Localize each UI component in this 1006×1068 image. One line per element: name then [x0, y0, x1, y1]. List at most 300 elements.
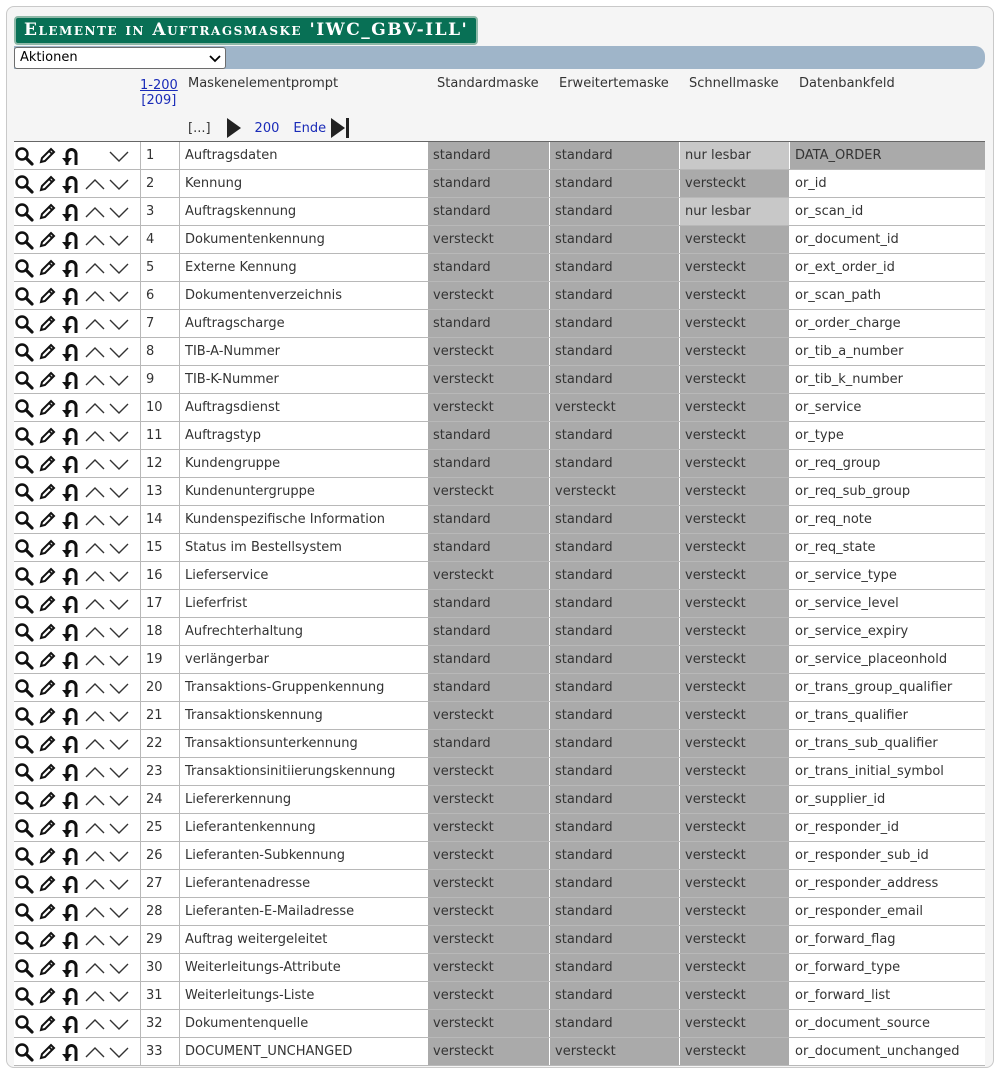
undo-icon[interactable]: [60, 481, 80, 503]
row-number: 13: [140, 478, 179, 505]
row-extended: standard: [549, 226, 679, 253]
row-dbfield: or_forward_flag: [789, 926, 985, 953]
table-row: [14, 786, 985, 814]
undo-icon[interactable]: [60, 817, 80, 839]
undo-icon[interactable]: [60, 621, 80, 643]
arrow-down-icon[interactable]: [107, 453, 131, 475]
row-prompt: Auftrag weitergeleitet: [179, 926, 427, 953]
search-icon[interactable]: [14, 621, 34, 643]
pencil-icon[interactable]: [37, 649, 57, 671]
header-dbfield: Datenbankfeld: [799, 76, 895, 91]
row-quick: versteckt: [679, 954, 789, 981]
row-actions: [14, 562, 140, 589]
arrow-down-icon[interactable]: [107, 1041, 131, 1063]
search-icon[interactable]: [14, 733, 34, 755]
row-actions: [14, 590, 140, 617]
search-icon[interactable]: [14, 677, 34, 699]
arrow-up-icon[interactable]: [83, 565, 107, 587]
search-icon[interactable]: [14, 873, 34, 895]
row-prompt: verlängerbar: [179, 646, 427, 673]
arrow-down-icon[interactable]: [107, 201, 131, 223]
row-actions: [14, 422, 140, 449]
pencil-icon[interactable]: [37, 425, 57, 447]
pencil-icon[interactable]: [37, 145, 57, 167]
arrow-down-icon[interactable]: [107, 425, 131, 447]
pencil-icon[interactable]: [37, 1013, 57, 1035]
table-row: [14, 954, 985, 982]
search-icon[interactable]: [14, 257, 34, 279]
arrow-up-icon[interactable]: [83, 873, 107, 895]
undo-icon[interactable]: [60, 705, 80, 727]
row-quick: versteckt: [679, 1010, 789, 1037]
row-standard: standard: [427, 534, 549, 561]
arrow-up-icon[interactable]: [83, 901, 107, 923]
row-actions: [14, 394, 140, 421]
row-prompt: Weiterleitungs-Liste: [179, 982, 427, 1009]
table-row: [14, 898, 985, 926]
row-number: 15: [140, 534, 179, 561]
row-dbfield: or_order_charge: [789, 310, 985, 337]
arrow-down-icon[interactable]: [107, 481, 131, 503]
table-row: [14, 982, 985, 1010]
row-quick: versteckt: [679, 982, 789, 1009]
arrow-up-icon[interactable]: [83, 173, 107, 195]
page-title: Elemente in Auftragsmaske 'IWC_GBV-ILL': [14, 16, 478, 45]
row-number: 8: [140, 338, 179, 365]
arrow-up-icon[interactable]: [83, 817, 107, 839]
pencil-icon[interactable]: [37, 677, 57, 699]
arrow-down-icon[interactable]: [107, 733, 131, 755]
row-quick: versteckt: [679, 926, 789, 953]
row-number: 29: [140, 926, 179, 953]
undo-icon[interactable]: [60, 593, 80, 615]
row-extended: standard: [549, 198, 679, 225]
undo-icon[interactable]: [60, 901, 80, 923]
row-number: 10: [140, 394, 179, 421]
pager-page-link[interactable]: 200: [254, 120, 280, 136]
row-quick: versteckt: [679, 170, 789, 197]
arrow-up-icon[interactable]: [83, 621, 107, 643]
arrow-up-icon[interactable]: [83, 397, 107, 419]
search-icon[interactable]: [14, 985, 34, 1007]
row-prompt: Kundenuntergruppe: [179, 478, 427, 505]
arrow-up-icon[interactable]: [83, 789, 107, 811]
row-dbfield: or_supplier_id: [789, 786, 985, 813]
row-standard: versteckt: [427, 786, 549, 813]
row-actions: [14, 842, 140, 869]
search-icon[interactable]: [14, 761, 34, 783]
arrow-up-icon[interactable]: [83, 705, 107, 727]
arrow-down-icon[interactable]: [107, 817, 131, 839]
row-actions: [14, 926, 140, 953]
row-dbfield: or_req_group: [789, 450, 985, 477]
pencil-icon[interactable]: [37, 705, 57, 727]
row-actions: [14, 646, 140, 673]
arrow-up-icon[interactable]: [83, 1013, 107, 1035]
row-prompt: Lieferantenkennung: [179, 814, 427, 841]
arrow-down-icon[interactable]: [107, 285, 131, 307]
arrow-down-icon[interactable]: [107, 957, 131, 979]
arrow-up-icon[interactable]: [83, 257, 107, 279]
undo-icon[interactable]: [60, 313, 80, 335]
row-dbfield: or_forward_type: [789, 954, 985, 981]
row-prompt: DOCUMENT_UNCHANGED: [179, 1038, 427, 1065]
row-quick: versteckt: [679, 506, 789, 533]
undo-icon[interactable]: [60, 985, 80, 1007]
elements-table: [14, 141, 985, 1066]
actions-select[interactable]: [14, 47, 226, 69]
arrow-down-icon[interactable]: [107, 173, 131, 195]
row-extended: standard: [549, 618, 679, 645]
pencil-icon[interactable]: [37, 761, 57, 783]
table-row: [14, 338, 985, 366]
row-standard: versteckt: [427, 478, 549, 505]
undo-icon[interactable]: [60, 565, 80, 587]
play-icon[interactable]: [227, 118, 241, 138]
pencil-icon[interactable]: [37, 313, 57, 335]
arrow-down-icon[interactable]: [107, 761, 131, 783]
pencil-icon[interactable]: [37, 957, 57, 979]
undo-icon[interactable]: [60, 761, 80, 783]
table-row: [14, 310, 985, 338]
row-actions: [14, 1038, 140, 1065]
arrow-down-icon[interactable]: [107, 593, 131, 615]
row-dbfield: or_document_unchanged: [789, 1038, 985, 1065]
undo-icon[interactable]: [60, 1013, 80, 1035]
row-actions: [14, 702, 140, 729]
search-icon[interactable]: [14, 537, 34, 559]
search-icon[interactable]: [14, 145, 34, 167]
row-extended: standard: [549, 590, 679, 617]
range-link[interactable]: 1-200: [140, 78, 178, 93]
row-number: 6: [140, 282, 179, 309]
table-row: [14, 450, 985, 478]
pencil-icon[interactable]: [37, 929, 57, 951]
row-prompt: Dokumentenquelle: [179, 1010, 427, 1037]
row-standard: standard: [427, 450, 549, 477]
row-actions: [14, 142, 140, 169]
arrow-up-icon[interactable]: [83, 369, 107, 391]
pencil-icon[interactable]: [37, 1041, 57, 1063]
row-quick: versteckt: [679, 898, 789, 925]
pager-ellipsis[interactable]: [...]: [188, 120, 211, 136]
pencil-icon[interactable]: [37, 481, 57, 503]
arrow-up-icon[interactable]: [83, 509, 107, 531]
row-quick: versteckt: [679, 282, 789, 309]
arrow-down-icon[interactable]: [107, 1013, 131, 1035]
arrow-down-icon[interactable]: [107, 789, 131, 811]
arrow-down-icon[interactable]: [107, 565, 131, 587]
skip-end-icon[interactable]: [331, 118, 349, 138]
search-icon[interactable]: [14, 957, 34, 979]
arrow-up-icon[interactable]: [83, 229, 107, 251]
row-extended: standard: [549, 450, 679, 477]
arrow-down-icon[interactable]: [107, 985, 131, 1007]
arrow-up-icon[interactable]: [83, 201, 107, 223]
row-extended: standard: [549, 142, 679, 169]
search-icon[interactable]: [14, 425, 34, 447]
row-quick: versteckt: [679, 254, 789, 281]
arrow-up-icon[interactable]: [83, 285, 107, 307]
row-standard: standard: [427, 618, 549, 645]
row-quick: versteckt: [679, 870, 789, 897]
arrow-up-icon[interactable]: [83, 425, 107, 447]
table-row: [14, 926, 985, 954]
arrow-down-icon[interactable]: [107, 341, 131, 363]
search-icon[interactable]: [14, 1013, 34, 1035]
row-standard: standard: [427, 254, 549, 281]
row-extended: standard: [549, 310, 679, 337]
undo-icon[interactable]: [60, 509, 80, 531]
row-quick: versteckt: [679, 534, 789, 561]
pencil-icon[interactable]: [37, 369, 57, 391]
pencil-icon[interactable]: [37, 817, 57, 839]
pencil-icon[interactable]: [37, 985, 57, 1007]
row-prompt: Transaktionsunterkennung: [179, 730, 427, 757]
undo-icon[interactable]: [60, 649, 80, 671]
undo-icon[interactable]: [60, 929, 80, 951]
row-quick: versteckt: [679, 758, 789, 785]
search-icon[interactable]: [14, 649, 34, 671]
search-icon[interactable]: [14, 705, 34, 727]
total-count: [209]: [141, 93, 177, 108]
row-prompt: Kennung: [179, 170, 427, 197]
pager-end-link[interactable]: Ende: [293, 120, 327, 136]
row-number: 4: [140, 226, 179, 253]
row-quick: versteckt: [679, 702, 789, 729]
row-number: 14: [140, 506, 179, 533]
undo-icon[interactable]: [60, 285, 80, 307]
arrow-down-icon[interactable]: [107, 229, 131, 251]
actions-select-value: Aktionen: [20, 50, 78, 65]
row-actions: [14, 170, 140, 197]
search-icon[interactable]: [14, 313, 34, 335]
header-quick: Schnellmaske: [689, 76, 779, 91]
row-quick: versteckt: [679, 646, 789, 673]
search-icon[interactable]: [14, 789, 34, 811]
pencil-icon[interactable]: [37, 901, 57, 923]
arrow-down-icon[interactable]: [107, 873, 131, 895]
arrow-up-icon[interactable]: [83, 677, 107, 699]
pencil-icon[interactable]: [37, 509, 57, 531]
row-extended: versteckt: [549, 478, 679, 505]
row-extended: standard: [549, 1010, 679, 1037]
row-extended: standard: [549, 898, 679, 925]
table-row: [14, 590, 985, 618]
undo-icon[interactable]: [60, 1041, 80, 1063]
arrow-up-icon[interactable]: [83, 957, 107, 979]
row-prompt: Kundengruppe: [179, 450, 427, 477]
pencil-icon[interactable]: [37, 789, 57, 811]
arrow-up-icon[interactable]: [83, 341, 107, 363]
search-icon[interactable]: [14, 481, 34, 503]
row-quick: nur lesbar: [679, 198, 789, 225]
row-actions: [14, 898, 140, 925]
undo-icon[interactable]: [60, 677, 80, 699]
row-quick: versteckt: [679, 450, 789, 477]
search-icon[interactable]: [14, 901, 34, 923]
arrow-down-icon[interactable]: [107, 537, 131, 559]
row-extended: standard: [549, 702, 679, 729]
row-actions: [14, 506, 140, 533]
undo-icon[interactable]: [60, 537, 80, 559]
search-icon[interactable]: [14, 929, 34, 951]
row-dbfield: or_ext_order_id: [789, 254, 985, 281]
row-prompt: Aufrechterhaltung: [179, 618, 427, 645]
table-row: [14, 1038, 985, 1066]
table-row: [14, 254, 985, 282]
table-row: [14, 814, 985, 842]
row-number: 12: [140, 450, 179, 477]
undo-icon[interactable]: [60, 229, 80, 251]
row-dbfield: or_tib_k_number: [789, 366, 985, 393]
arrow-down-icon[interactable]: [107, 677, 131, 699]
row-number: 19: [140, 646, 179, 673]
row-extended: standard: [549, 926, 679, 953]
row-actions: [14, 366, 140, 393]
row-standard: versteckt: [427, 702, 549, 729]
pencil-icon[interactable]: [37, 173, 57, 195]
arrow-up-icon[interactable]: [83, 733, 107, 755]
arrow-up-icon[interactable]: [83, 649, 107, 671]
row-number: 33: [140, 1038, 179, 1065]
search-icon[interactable]: [14, 845, 34, 867]
row-dbfield: or_service_type: [789, 562, 985, 589]
undo-icon[interactable]: [60, 369, 80, 391]
arrow-down-icon[interactable]: [107, 369, 131, 391]
row-standard: versteckt: [427, 814, 549, 841]
pencil-icon[interactable]: [37, 845, 57, 867]
pencil-icon[interactable]: [37, 201, 57, 223]
arrow-up-icon[interactable]: [83, 313, 107, 335]
undo-icon[interactable]: [60, 173, 80, 195]
undo-icon[interactable]: [60, 453, 80, 475]
arrow-down-icon[interactable]: [107, 845, 131, 867]
pencil-icon[interactable]: [37, 285, 57, 307]
arrow-up-icon[interactable]: [83, 481, 107, 503]
table-row: [14, 758, 985, 786]
row-extended: standard: [549, 814, 679, 841]
row-number: 9: [140, 366, 179, 393]
undo-icon[interactable]: [60, 257, 80, 279]
row-extended: standard: [549, 758, 679, 785]
pencil-icon[interactable]: [37, 621, 57, 643]
pencil-icon[interactable]: [37, 397, 57, 419]
row-standard: versteckt: [427, 926, 549, 953]
undo-icon[interactable]: [60, 341, 80, 363]
pencil-icon[interactable]: [37, 341, 57, 363]
arrow-up-icon[interactable]: [83, 593, 107, 615]
search-icon[interactable]: [14, 173, 34, 195]
row-standard: versteckt: [427, 1010, 549, 1037]
row-extended: standard: [549, 562, 679, 589]
arrow-up-icon[interactable]: [83, 845, 107, 867]
search-icon[interactable]: [14, 1041, 34, 1063]
arrow-down-icon[interactable]: [107, 257, 131, 279]
search-icon[interactable]: [14, 817, 34, 839]
search-icon[interactable]: [14, 593, 34, 615]
row-prompt: Auftragstyp: [179, 422, 427, 449]
pencil-icon[interactable]: [37, 565, 57, 587]
row-prompt: Transaktionsinitiierungskennung: [179, 758, 427, 785]
row-dbfield: or_req_note: [789, 506, 985, 533]
arrow-up-icon[interactable]: [83, 537, 107, 559]
table-row: [14, 394, 985, 422]
row-prompt: Transaktions-Gruppenkennung: [179, 674, 427, 701]
row-dbfield: or_trans_initial_symbol: [789, 758, 985, 785]
row-standard: versteckt: [427, 562, 549, 589]
undo-icon[interactable]: [60, 397, 80, 419]
arrow-up-icon[interactable]: [83, 453, 107, 475]
table-row: [14, 702, 985, 730]
arrow-down-icon[interactable]: [107, 621, 131, 643]
search-icon[interactable]: [14, 341, 34, 363]
arrow-up-icon[interactable]: [83, 761, 107, 783]
row-quick: versteckt: [679, 786, 789, 813]
arrow-up-icon[interactable]: [83, 929, 107, 951]
arrow-down-icon[interactable]: [107, 509, 131, 531]
undo-icon[interactable]: [60, 789, 80, 811]
undo-icon[interactable]: [60, 201, 80, 223]
arrow-down-icon[interactable]: [107, 705, 131, 727]
undo-icon[interactable]: [60, 145, 80, 167]
row-number: 31: [140, 982, 179, 1009]
pencil-icon[interactable]: [37, 593, 57, 615]
row-actions: [14, 254, 140, 281]
row-standard: standard: [427, 506, 549, 533]
row-dbfield: or_scan_path: [789, 282, 985, 309]
search-icon[interactable]: [14, 201, 34, 223]
row-extended: standard: [549, 254, 679, 281]
pencil-icon[interactable]: [37, 537, 57, 559]
row-actions: [14, 674, 140, 701]
arrow-up-icon[interactable]: [83, 985, 107, 1007]
arrow-up-icon[interactable]: [83, 1041, 107, 1063]
pencil-icon[interactable]: [37, 453, 57, 475]
undo-icon[interactable]: [60, 733, 80, 755]
row-number: 3: [140, 198, 179, 225]
search-icon[interactable]: [14, 285, 34, 307]
header-standard: Standardmaske: [437, 76, 539, 91]
range-indicator[interactable]: [140, 78, 178, 108]
search-icon[interactable]: [14, 397, 34, 419]
pencil-icon[interactable]: [37, 873, 57, 895]
search-icon[interactable]: [14, 565, 34, 587]
undo-icon[interactable]: [60, 425, 80, 447]
search-icon[interactable]: [14, 509, 34, 531]
search-icon[interactable]: [14, 369, 34, 391]
arrow-down-icon[interactable]: [107, 929, 131, 951]
arrow-down-icon[interactable]: [107, 313, 131, 335]
pencil-icon[interactable]: [37, 229, 57, 251]
undo-icon[interactable]: [60, 957, 80, 979]
undo-icon[interactable]: [60, 845, 80, 867]
undo-icon[interactable]: [60, 873, 80, 895]
arrow-down-icon[interactable]: [107, 649, 131, 671]
search-icon[interactable]: [14, 453, 34, 475]
pencil-icon[interactable]: [37, 257, 57, 279]
row-extended: versteckt: [549, 1038, 679, 1065]
arrow-down-icon[interactable]: [107, 901, 131, 923]
row-actions: [14, 618, 140, 645]
arrow-down-icon[interactable]: [107, 145, 131, 167]
row-extended: standard: [549, 870, 679, 897]
search-icon[interactable]: [14, 229, 34, 251]
pencil-icon[interactable]: [37, 733, 57, 755]
arrow-down-icon[interactable]: [107, 397, 131, 419]
row-dbfield: or_responder_address: [789, 870, 985, 897]
row-dbfield: or_document_id: [789, 226, 985, 253]
